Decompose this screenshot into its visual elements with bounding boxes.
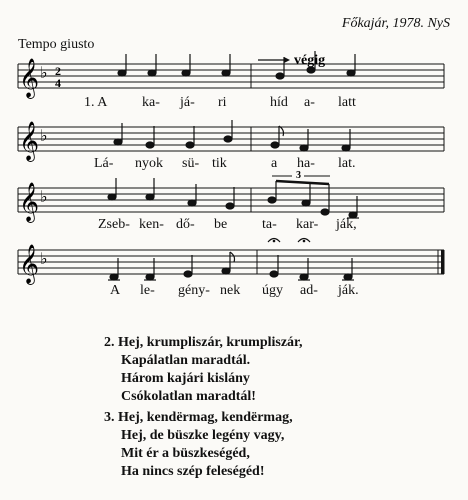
lyric-syllable: a bbox=[271, 156, 278, 171]
source-citation: Főkajár, 1978. NyS bbox=[341, 16, 450, 31]
final-barline bbox=[441, 250, 445, 274]
lyric-syllable: tik bbox=[212, 156, 227, 171]
lyric-syllable: nek bbox=[220, 283, 241, 298]
lyric-syllable: Zseb- bbox=[98, 217, 130, 232]
time-signature-bottom: 4 bbox=[55, 76, 61, 90]
lyric-syllable: A bbox=[110, 283, 121, 298]
flat-key-signature-icon: ♭ bbox=[40, 65, 48, 82]
verse-line: Három kajári kislány bbox=[121, 371, 250, 386]
lyric-syllable: 1. A bbox=[84, 95, 108, 110]
lyric-syllable: ad- bbox=[300, 283, 318, 298]
verse-3 bbox=[104, 409, 293, 481]
verse-line: Kapálatlan maradtál. bbox=[121, 353, 251, 368]
verse-2 bbox=[104, 334, 302, 406]
verse-line: Mit ér a büszkeségéd, bbox=[121, 446, 250, 461]
lyric-syllable: dő- bbox=[176, 217, 195, 232]
music-staff-4 bbox=[0, 230, 468, 286]
lyric-syllable: ják, bbox=[336, 217, 357, 232]
lyric-syllable: latt bbox=[338, 95, 356, 110]
lyric-syllable: ken- bbox=[139, 217, 164, 232]
treble-clef-icon: 𝄞 bbox=[19, 246, 40, 283]
lyric-syllable: ri bbox=[218, 95, 227, 110]
lyric-syllable: ta- bbox=[262, 217, 277, 232]
lyrics-line-4 bbox=[0, 283, 468, 301]
flat-key-signature-icon: ♭ bbox=[40, 189, 48, 206]
treble-clef-icon: 𝄞 bbox=[19, 184, 40, 221]
verse-line: 3. Hej, kendërmag, kendërmag, bbox=[104, 410, 293, 425]
lyric-syllable: ják. bbox=[338, 283, 359, 298]
music-staff-2 bbox=[0, 107, 468, 163]
lyric-syllable: ka- bbox=[142, 95, 160, 110]
verse-line: Hej, de büszke legény vagy, bbox=[121, 428, 285, 443]
lyric-syllable: ha- bbox=[297, 156, 315, 171]
tempo-marking: Tempo giusto bbox=[18, 37, 95, 52]
lyric-syllable: Lá- bbox=[94, 156, 114, 171]
verse-line: Csókolatlan maradtál! bbox=[121, 389, 256, 404]
verse-line: Ha nincs szép feleségéd! bbox=[121, 464, 265, 479]
vegig-arrow-icon bbox=[258, 57, 290, 63]
lyric-syllable: úgy bbox=[262, 283, 283, 298]
music-staff-3 bbox=[0, 168, 468, 224]
music-staff-1 bbox=[0, 44, 468, 100]
lyric-syllable: be bbox=[214, 217, 228, 232]
lyric-syllable: a- bbox=[304, 95, 315, 110]
vegig-marking: végig bbox=[294, 53, 326, 68]
lyric-syllable: gény- bbox=[178, 283, 210, 298]
lyric-syllable: kar- bbox=[296, 217, 319, 232]
verse-line: 2. Hej, krumpliszár, krumpliszár, bbox=[104, 335, 303, 350]
treble-clef-icon: 𝄞 bbox=[19, 60, 40, 97]
flat-key-signature-icon: ♭ bbox=[40, 128, 48, 145]
lyric-syllable: le- bbox=[140, 283, 155, 298]
lyric-syllable: lat. bbox=[338, 156, 356, 171]
triplet-marking: 3 bbox=[296, 170, 301, 181]
lyric-syllable: híd bbox=[270, 95, 288, 110]
time-signature-top: 2 bbox=[55, 64, 61, 78]
lyric-syllable: nyok bbox=[135, 156, 163, 171]
lyric-syllable: já- bbox=[180, 95, 195, 110]
lyric-syllable: sü- bbox=[182, 156, 200, 171]
treble-clef-icon: 𝄞 bbox=[19, 123, 40, 160]
flat-key-signature-icon: ♭ bbox=[40, 251, 48, 268]
